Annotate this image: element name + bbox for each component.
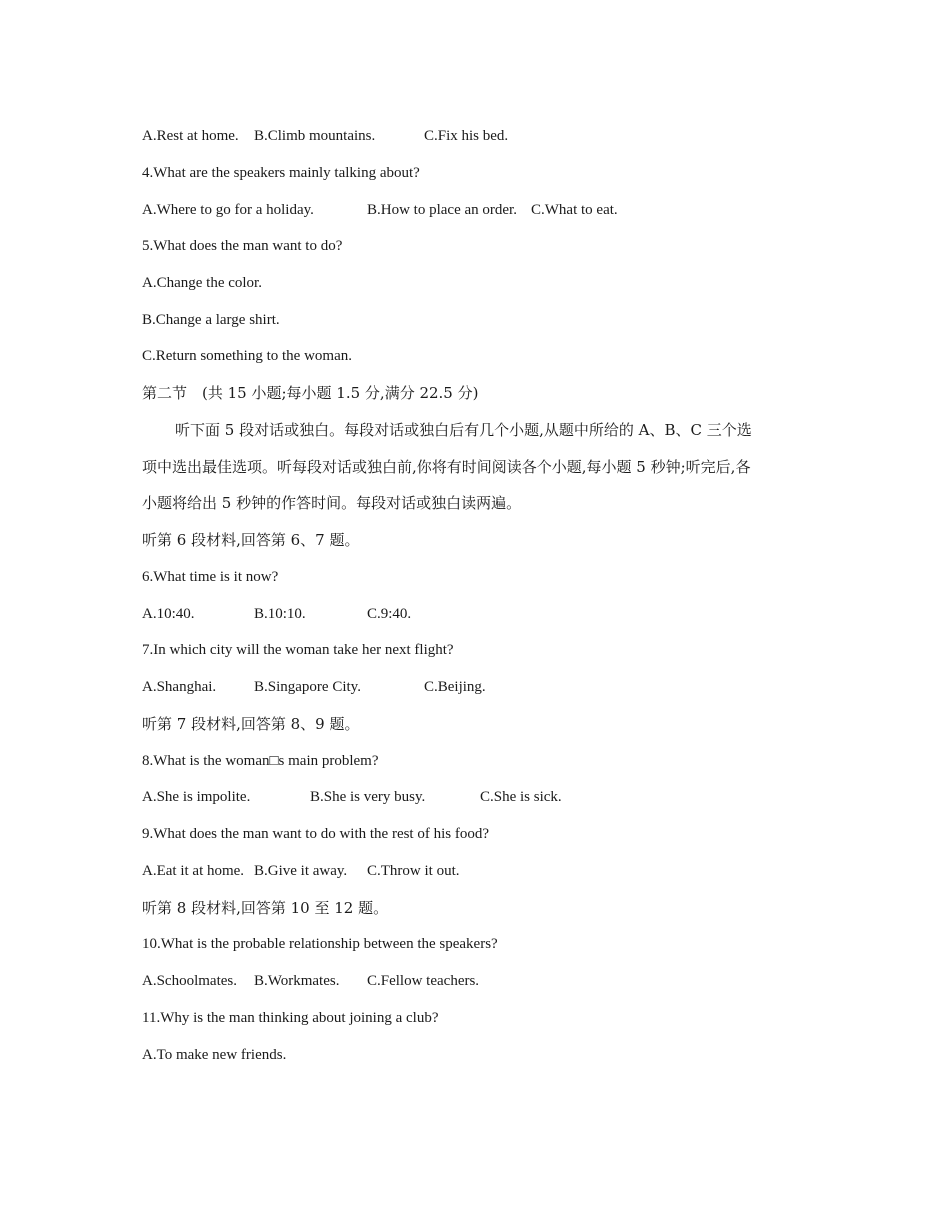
q8-option-a: A.She is impolite.: [142, 789, 251, 805]
q10-question: 10.What is the probable relationship between the speakers?: [142, 936, 498, 952]
q6-option-b: B.10:10.: [254, 606, 306, 622]
q4-question: 4.What are the speakers mainly talking about?: [142, 165, 420, 181]
passage8-heading: 听第 8 段材料,回答第 10 至 12 题。: [142, 899, 389, 917]
q11-question: 11.Why is the man thinking about joining a club?: [142, 1010, 439, 1026]
q5-question: 5.What does the man want to do?: [142, 238, 343, 254]
q9-option-b: B.Give it away.: [254, 863, 348, 879]
q10-option-a: A.Schoolmates.: [142, 973, 237, 989]
section2-instructions-line-3: 小题将给出 5 秒钟的作答时间。每段对话或独白读两遍。: [142, 494, 522, 512]
q7-option-c: C.Beijing.: [424, 679, 486, 695]
q9-option-a: A.Eat it at home.: [142, 863, 245, 879]
q10-option-b: B.Workmates.: [254, 973, 340, 989]
q3-option-b: B.Climb mountains.: [254, 128, 376, 144]
section2-instructions-line-1: 听下面 5 段对话或独白。每段对话或独白后有几个小题,从题中所给的 A、B、C 三个选: [175, 421, 752, 439]
q7-question: 7.In which city will the woman take her next flight?: [142, 642, 454, 658]
q10-option-c: C.Fellow teachers.: [367, 973, 480, 989]
q5-option-c: C.Return something to the woman.: [142, 348, 352, 364]
q3-option-c: C.Fix his bed.: [424, 128, 509, 144]
q4-option-c: C.What to eat.: [531, 202, 618, 218]
q3-option-a: A.Rest at home.: [142, 128, 239, 144]
q4-option-b: B.How to place an order.: [367, 202, 517, 218]
q11-option-a: A.To make new friends.: [142, 1047, 287, 1063]
q7-option-a: A.Shanghai.: [142, 679, 217, 695]
q6-option-c: C.9:40.: [367, 606, 412, 622]
q9-option-c: C.Throw it out.: [367, 863, 460, 879]
q6-question: 6.What time is it now?: [142, 569, 279, 585]
q6-option-a: A.10:40.: [142, 606, 195, 622]
q5-option-b: B.Change a large shirt.: [142, 312, 280, 328]
q7-option-b: B.Singapore City.: [254, 679, 361, 695]
q4-option-a: A.Where to go for a holiday.: [142, 202, 314, 218]
q8-question: 8.What is the woman□s main problem?: [142, 753, 379, 769]
passage7-heading: 听第 7 段材料,回答第 8、9 题。: [142, 715, 360, 733]
q8-option-b: B.She is very busy.: [310, 789, 426, 805]
q9-question: 9.What does the man want to do with the rest of his food?: [142, 826, 490, 842]
q5-option-a: A.Change the color.: [142, 275, 262, 291]
q8-option-c: C.She is sick.: [480, 789, 562, 805]
section2-title: 第二节 (共 15 小题;每小题 1.5 分,满分 22.5 分): [142, 384, 479, 402]
passage6-heading: 听第 6 段材料,回答第 6、7 题。: [142, 531, 360, 549]
section2-instructions-line-2: 项中选出最佳选项。听每段对话或独白前,你将有时间阅读各个小题,每小题 5 秒钟;听完后,各: [142, 458, 751, 476]
